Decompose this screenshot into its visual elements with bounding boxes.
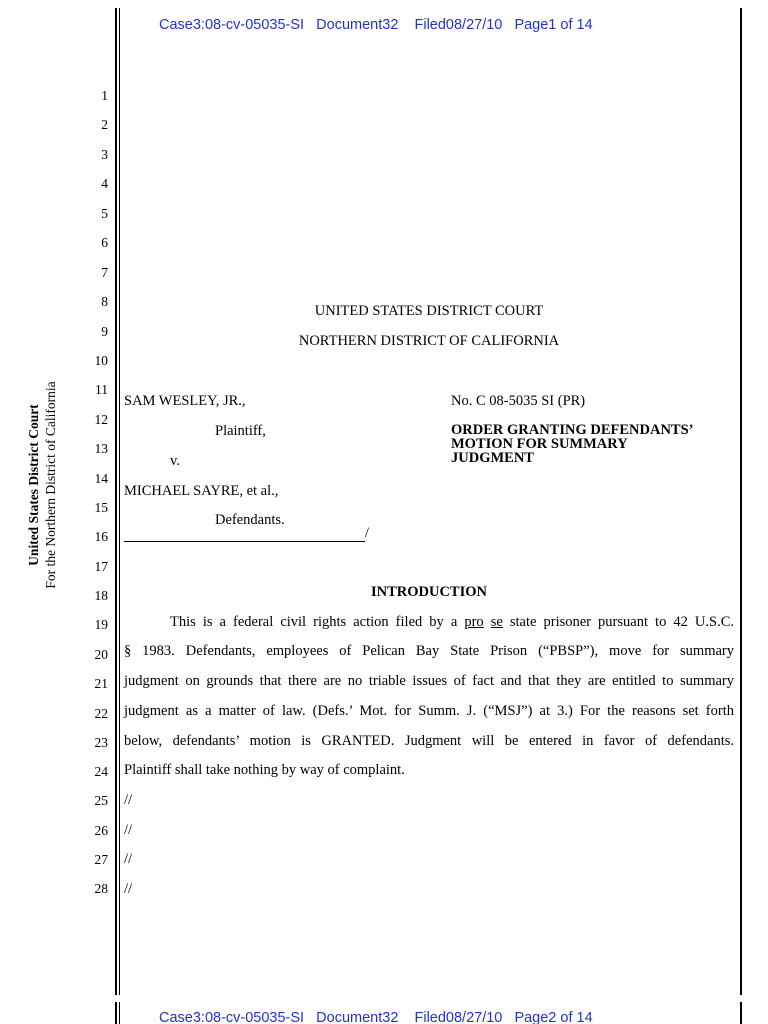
- line-number: 6: [101, 235, 108, 250]
- continuation-mark: //: [124, 792, 133, 808]
- line-number: 28: [94, 881, 108, 896]
- line-number: 15: [94, 500, 108, 515]
- line-number: 26: [94, 823, 108, 838]
- line-number: 17: [94, 559, 108, 574]
- body-line-5: below, defendants’ motion is GRANTED. Judgment will be entered in favor of defendants.: [124, 733, 734, 749]
- ecf-header: Case3:08-cv-05035-SI Document32 Filed08/27/10 Page1 of 14: [159, 17, 593, 33]
- order-title-3: JUDGMENT: [451, 450, 534, 466]
- continuation-mark: //: [124, 851, 133, 867]
- line-number: 27: [94, 852, 108, 867]
- left-margin-rule-inner: [119, 1002, 120, 1024]
- ecf-header: Case3:08-cv-05035-SI Document32 Filed08/27/10 Page2 of 14: [159, 1010, 593, 1024]
- body-line-1: This is a federal civil rights action filed by a pro se state prisoner pursuant to 42 U.S.C.: [170, 614, 734, 630]
- defendant-role: Defendants.: [215, 512, 285, 528]
- line-number: 3: [101, 147, 108, 162]
- left-margin-rule: [115, 1002, 117, 1024]
- court-district: NORTHERN DISTRICT OF CALIFORNIA: [298, 333, 560, 349]
- body-line-4: judgment as a matter of law. (Defs.’ Mot. for Summ. J. (“MSJ”) at 3.) For the reasons set forth: [124, 703, 734, 719]
- continuation-mark: //: [124, 881, 133, 897]
- line-number: 23: [94, 735, 108, 750]
- line-number: 16: [94, 529, 108, 544]
- body-line-6: Plaintiff shall take nothing by way of complaint.: [124, 762, 405, 778]
- continuation-mark: //: [124, 822, 133, 838]
- plaintiff-role: Plaintiff,: [215, 423, 266, 439]
- line-number: 11: [95, 382, 108, 397]
- line-number: 13: [94, 441, 108, 456]
- caption-slash: /: [365, 525, 370, 541]
- right-margin-rule: [740, 1002, 742, 1024]
- line-number: 18: [94, 588, 108, 603]
- versus: v.: [170, 453, 180, 469]
- left-margin-rule-inner: [119, 8, 120, 995]
- sidebar-court: United States District Court: [26, 404, 41, 566]
- line-number: 8: [101, 294, 108, 309]
- line-number: 24: [94, 764, 108, 779]
- line-number: 4: [101, 176, 108, 191]
- line-number: 1: [101, 88, 108, 103]
- order-title-2: MOTION FOR SUMMARY: [451, 436, 628, 452]
- right-margin-rule: [740, 8, 742, 995]
- order-title-1: ORDER GRANTING DEFENDANTS’: [451, 422, 694, 438]
- left-margin-rule: [115, 8, 117, 995]
- line-number: 10: [94, 353, 108, 368]
- line-number: 25: [94, 793, 108, 808]
- line-number: 19: [94, 617, 108, 632]
- body-line-3: judgment on grounds that there are no triable issues of fact and that they are entitled to summary: [124, 673, 734, 689]
- case-number: No. C 08-5035 SI (PR): [451, 393, 586, 409]
- section-heading: INTRODUCTION: [370, 584, 487, 600]
- line-number: 12: [94, 412, 108, 427]
- line-number: 22: [94, 706, 108, 721]
- line-number: 5: [101, 206, 108, 221]
- defendant-name: MICHAEL SAYRE, et al.,: [124, 483, 279, 499]
- line-number: 2: [101, 117, 108, 132]
- page-gap: [0, 995, 768, 1002]
- court-name: UNITED STATES DISTRICT COURT: [314, 303, 544, 319]
- sidebar-district: For the Northern District of California: [43, 381, 58, 589]
- document-page-2: [0, 1002, 768, 1024]
- line-number: 20: [94, 647, 108, 662]
- caption-rule: [124, 541, 365, 542]
- line-number: 21: [94, 676, 108, 691]
- plaintiff-name: SAM WESLEY, JR.,: [124, 393, 246, 409]
- line-number: 14: [94, 471, 108, 486]
- body-line-2: § 1983. Defendants, employees of Pelican Bay State Prison (“PBSP”), move for summary: [124, 643, 734, 659]
- line-number: 7: [101, 265, 108, 280]
- line-number: 9: [101, 324, 108, 339]
